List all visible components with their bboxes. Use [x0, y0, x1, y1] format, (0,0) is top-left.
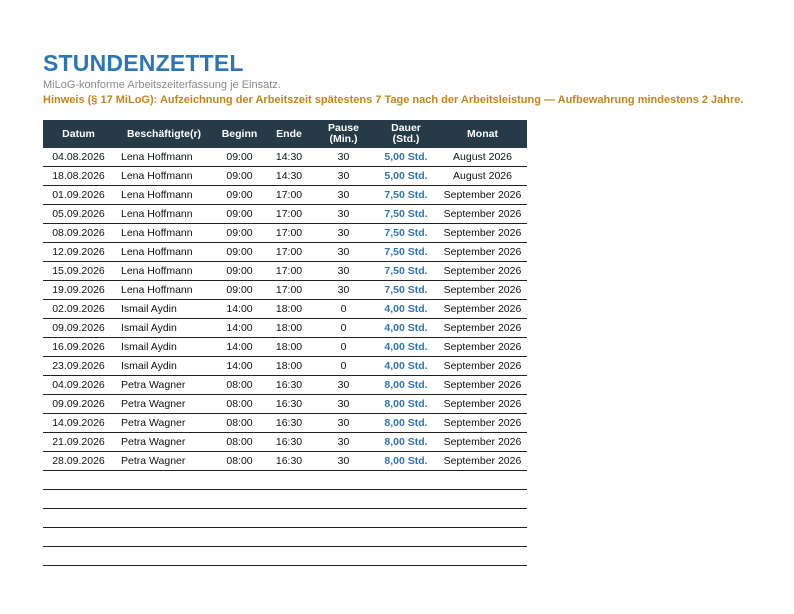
table-row — [43, 376, 527, 395]
cell-start: 14:00 — [214, 357, 265, 376]
table-row — [43, 433, 527, 452]
blank-cell — [313, 490, 374, 509]
cell-duration: 8,00 Std. — [374, 433, 438, 452]
cell-start: 08:00 — [214, 414, 265, 433]
cell-break: 30 — [313, 376, 374, 395]
cell-end: 16:30 — [265, 433, 313, 452]
cell-start: 09:00 — [214, 148, 265, 167]
blank-cell — [43, 528, 114, 547]
cell-month: September 2026 — [438, 205, 527, 224]
cell-employee: Petra Wagner — [114, 433, 214, 452]
cell-break: 0 — [313, 357, 374, 376]
cell-start: 14:00 — [214, 319, 265, 338]
blank-table-row — [43, 547, 527, 566]
cell-month: August 2026 — [438, 148, 527, 167]
table-row — [43, 319, 527, 338]
cell-month: September 2026 — [438, 243, 527, 262]
cell-employee: Ismail Aydin — [114, 319, 214, 338]
cell-employee: Lena Hoffmann — [114, 167, 214, 186]
blank-cell — [438, 509, 527, 528]
cell-break: 0 — [313, 300, 374, 319]
cell-start: 14:00 — [214, 300, 265, 319]
cell-employee: Ismail Aydin — [114, 338, 214, 357]
cell-month: September 2026 — [438, 262, 527, 281]
blank-cell — [114, 471, 214, 490]
cell-employee: Lena Hoffmann — [114, 281, 214, 300]
blank-cell — [214, 509, 265, 528]
cell-month: September 2026 — [438, 338, 527, 357]
cell-end: 18:00 — [265, 357, 313, 376]
blank-cell — [43, 471, 114, 490]
cell-break: 30 — [313, 224, 374, 243]
cell-duration: 4,00 Std. — [374, 300, 438, 319]
table-row — [43, 281, 527, 300]
cell-month: September 2026 — [438, 452, 527, 471]
table-row — [43, 414, 527, 433]
cell-employee: Petra Wagner — [114, 414, 214, 433]
cell-month: August 2026 — [438, 167, 527, 186]
cell-duration: 4,00 Std. — [374, 338, 438, 357]
cell-month: September 2026 — [438, 281, 527, 300]
cell-duration: 7,50 Std. — [374, 281, 438, 300]
blank-cell — [313, 547, 374, 566]
blank-cell — [265, 490, 313, 509]
page-title: STUNDENZETTEL — [43, 50, 244, 76]
cell-employee: Lena Hoffmann — [114, 262, 214, 281]
cell-date: 09.09.2026 — [43, 395, 114, 414]
col-header-duration-line2: (Std.) — [392, 133, 420, 145]
cell-date: 28.09.2026 — [43, 452, 114, 471]
cell-start: 08:00 — [214, 376, 265, 395]
cell-end: 17:00 — [265, 243, 313, 262]
table-row — [43, 357, 527, 376]
cell-date: 19.09.2026 — [43, 281, 114, 300]
cell-date: 09.09.2026 — [43, 319, 114, 338]
cell-end: 14:30 — [265, 148, 313, 167]
cell-employee: Lena Hoffmann — [114, 224, 214, 243]
blank-cell — [438, 528, 527, 547]
cell-month: September 2026 — [438, 433, 527, 452]
cell-month: September 2026 — [438, 376, 527, 395]
blank-cell — [114, 547, 214, 566]
cell-duration: 4,00 Std. — [374, 319, 438, 338]
table-row — [43, 224, 527, 243]
table-row — [43, 395, 527, 414]
cell-end: 16:30 — [265, 395, 313, 414]
col-header-break-line2: (Min.) — [329, 133, 358, 145]
cell-month: September 2026 — [438, 300, 527, 319]
col-header-break-line1: Pause — [328, 122, 359, 134]
cell-duration: 5,00 Std. — [374, 167, 438, 186]
cell-start: 08:00 — [214, 452, 265, 471]
cell-duration: 7,50 Std. — [374, 186, 438, 205]
cell-month: September 2026 — [438, 395, 527, 414]
blank-cell — [265, 471, 313, 490]
col-header-end: Ende — [265, 120, 313, 148]
cell-break: 30 — [313, 281, 374, 300]
cell-end: 17:00 — [265, 224, 313, 243]
blank-cell — [265, 547, 313, 566]
cell-end: 16:30 — [265, 376, 313, 395]
cell-date: 21.09.2026 — [43, 433, 114, 452]
cell-duration: 8,00 Std. — [374, 376, 438, 395]
legal-notice: Hinweis (§ 17 MiLoG): Aufzeichnung der Arbeitszeit spätestens 7 Tage nach der Arbeitsleistung — Aufbewahrung mindestens 2 Jahre. — [43, 94, 744, 106]
blank-cell — [374, 528, 438, 547]
cell-break: 30 — [313, 452, 374, 471]
cell-break: 30 — [313, 262, 374, 281]
cell-date: 05.09.2026 — [43, 205, 114, 224]
cell-duration: 7,50 Std. — [374, 224, 438, 243]
cell-end: 16:30 — [265, 452, 313, 471]
cell-date: 23.09.2026 — [43, 357, 114, 376]
table-row — [43, 338, 527, 357]
cell-employee: Petra Wagner — [114, 376, 214, 395]
blank-cell — [438, 490, 527, 509]
cell-start: 09:00 — [214, 167, 265, 186]
cell-start: 09:00 — [214, 262, 265, 281]
cell-start: 09:00 — [214, 243, 265, 262]
blank-cell — [43, 509, 114, 528]
cell-end: 17:00 — [265, 205, 313, 224]
cell-end: 16:30 — [265, 414, 313, 433]
cell-date: 12.09.2026 — [43, 243, 114, 262]
cell-break: 30 — [313, 243, 374, 262]
cell-employee: Petra Wagner — [114, 452, 214, 471]
timesheet-table — [43, 120, 527, 566]
cell-date: 01.09.2026 — [43, 186, 114, 205]
cell-date: 04.09.2026 — [43, 376, 114, 395]
col-header-employee: Beschäftigte(r) — [114, 120, 214, 148]
cell-date: 02.09.2026 — [43, 300, 114, 319]
cell-duration: 7,50 Std. — [374, 262, 438, 281]
cell-duration: 8,00 Std. — [374, 452, 438, 471]
table-row — [43, 205, 527, 224]
cell-date: 04.08.2026 — [43, 148, 114, 167]
blank-cell — [374, 471, 438, 490]
cell-date: 18.08.2026 — [43, 167, 114, 186]
table-row — [43, 148, 527, 167]
col-header-break — [313, 120, 374, 148]
cell-start: 08:00 — [214, 433, 265, 452]
page-subtitle: MiLoG-konforme Arbeitszeiterfassung je Einsatz. — [43, 79, 281, 91]
cell-break: 0 — [313, 319, 374, 338]
blank-cell — [214, 547, 265, 566]
col-header-month: Monat — [438, 120, 527, 148]
cell-start: 09:00 — [214, 224, 265, 243]
blank-table-row — [43, 471, 527, 490]
cell-month: September 2026 — [438, 414, 527, 433]
cell-month: September 2026 — [438, 319, 527, 338]
cell-break: 30 — [313, 205, 374, 224]
blank-cell — [214, 471, 265, 490]
cell-date: 15.09.2026 — [43, 262, 114, 281]
cell-end: 14:30 — [265, 167, 313, 186]
blank-cell — [114, 528, 214, 547]
cell-end: 18:00 — [265, 319, 313, 338]
cell-month: September 2026 — [438, 224, 527, 243]
cell-date: 14.09.2026 — [43, 414, 114, 433]
cell-date: 16.09.2026 — [43, 338, 114, 357]
col-header-start: Beginn — [214, 120, 265, 148]
blank-cell — [114, 509, 214, 528]
cell-start: 14:00 — [214, 338, 265, 357]
blank-cell — [265, 528, 313, 547]
blank-cell — [214, 490, 265, 509]
blank-cell — [374, 490, 438, 509]
col-header-date: Datum — [43, 120, 114, 148]
cell-duration: 7,50 Std. — [374, 243, 438, 262]
cell-end: 17:00 — [265, 262, 313, 281]
cell-break: 30 — [313, 414, 374, 433]
cell-start: 09:00 — [214, 186, 265, 205]
cell-employee: Ismail Aydin — [114, 300, 214, 319]
cell-employee: Lena Hoffmann — [114, 243, 214, 262]
blank-cell — [313, 528, 374, 547]
blank-cell — [43, 547, 114, 566]
table-header-row — [43, 120, 527, 148]
cell-employee: Ismail Aydin — [114, 357, 214, 376]
cell-month: September 2026 — [438, 186, 527, 205]
cell-date: 08.09.2026 — [43, 224, 114, 243]
cell-duration: 8,00 Std. — [374, 414, 438, 433]
blank-cell — [43, 490, 114, 509]
cell-break: 30 — [313, 186, 374, 205]
cell-employee: Petra Wagner — [114, 395, 214, 414]
blank-cell — [313, 471, 374, 490]
table-row — [43, 452, 527, 471]
cell-employee: Lena Hoffmann — [114, 148, 214, 167]
cell-break: 30 — [313, 167, 374, 186]
cell-start: 09:00 — [214, 205, 265, 224]
cell-start: 09:00 — [214, 281, 265, 300]
table-row — [43, 300, 527, 319]
cell-duration: 4,00 Std. — [374, 357, 438, 376]
col-header-duration — [374, 120, 438, 148]
cell-break: 30 — [313, 395, 374, 414]
blank-cell — [374, 509, 438, 528]
blank-table-row — [43, 528, 527, 547]
cell-break: 30 — [313, 433, 374, 452]
cell-employee: Lena Hoffmann — [114, 205, 214, 224]
cell-start: 08:00 — [214, 395, 265, 414]
blank-cell — [438, 547, 527, 566]
blank-cell — [438, 471, 527, 490]
cell-end: 18:00 — [265, 300, 313, 319]
blank-cell — [374, 547, 438, 566]
cell-end: 17:00 — [265, 281, 313, 300]
blank-cell — [313, 509, 374, 528]
blank-table-row — [43, 490, 527, 509]
cell-duration: 5,00 Std. — [374, 148, 438, 167]
cell-month: September 2026 — [438, 357, 527, 376]
cell-employee: Lena Hoffmann — [114, 186, 214, 205]
cell-end: 18:00 — [265, 338, 313, 357]
cell-end: 17:00 — [265, 186, 313, 205]
table-row — [43, 167, 527, 186]
table-row — [43, 262, 527, 281]
cell-duration: 8,00 Std. — [374, 395, 438, 414]
blank-cell — [114, 490, 214, 509]
cell-break: 30 — [313, 148, 374, 167]
blank-cell — [214, 528, 265, 547]
col-header-duration-line1: Dauer — [391, 122, 421, 134]
table-row — [43, 243, 527, 262]
blank-cell — [265, 509, 313, 528]
cell-duration: 7,50 Std. — [374, 205, 438, 224]
blank-table-row — [43, 509, 527, 528]
cell-break: 0 — [313, 338, 374, 357]
table-row — [43, 186, 527, 205]
